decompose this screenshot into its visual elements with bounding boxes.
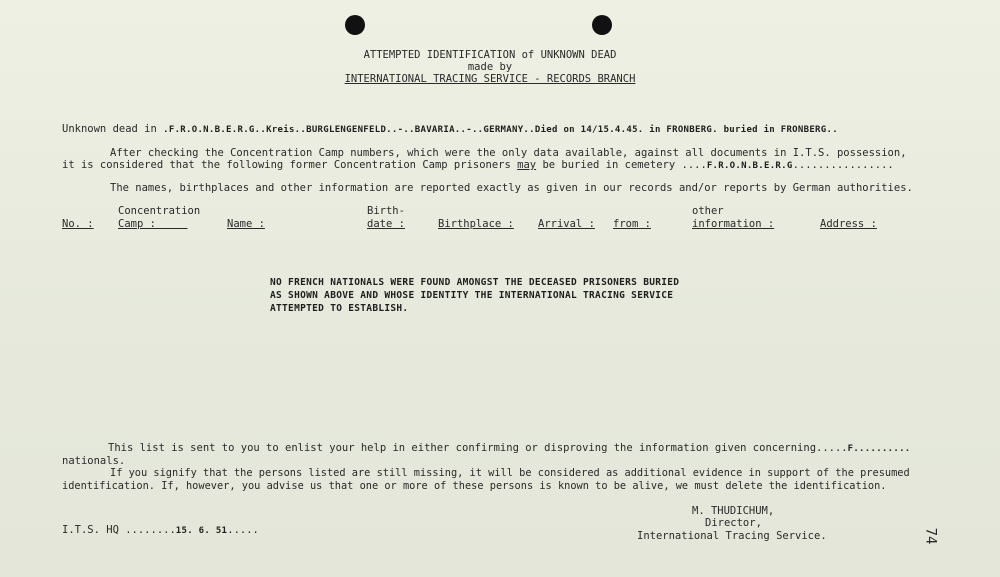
enlist-line-1: This list is sent to you to enlist your help in either confirming or disproving the information given concerning.....F.......... <box>108 442 911 454</box>
punch-hole-right <box>592 15 612 35</box>
unknown-dead-line <box>62 123 838 137</box>
signer-title: Director, <box>705 517 762 529</box>
hq-date: 15. 6. 51 <box>175 526 228 536</box>
signer-organization: International Tracing Service. <box>637 530 827 542</box>
unknown-dead-prefix: Unknown dead in <box>62 123 157 135</box>
intro-line-2: it is considered that the following former Concentration Camp prisoners may be buried in cemetery ....F.R.O.N.B.E.R.G................ <box>62 159 894 171</box>
enlist-nationality: F.......... <box>847 444 911 454</box>
intro-line-1: After checking the Concentration Camp numbers, which were the only data available, against all documents in I.T.S. possession, <box>110 147 907 159</box>
col-arrival: Arrival : <box>538 218 595 230</box>
col-camp-top: Concentration <box>118 205 201 217</box>
col-no: No. : <box>62 218 94 230</box>
stamp-line-3: ATTEMPTED TO ESTABLISH. <box>270 303 409 314</box>
col-other-top: other <box>692 205 724 217</box>
col-birthdate: date : <box>367 218 405 230</box>
hq-date-line: I.T.S. HQ ........15. 6. 51..... <box>62 524 259 536</box>
signer-name: M. THUDICHUM, <box>692 505 775 517</box>
cemetery-name: F.R.O.N.B.E.R.G <box>706 161 793 171</box>
col-camp: Camp : <box>118 218 156 230</box>
col-birthplace: Birthplace : <box>438 218 514 230</box>
may-underlined: may <box>517 159 537 171</box>
col-address: Address : <box>820 218 877 230</box>
stamp-line-2: AS SHOWN ABOVE AND WHOSE IDENTITY THE INTERNATIONAL TRACING SERVICE <box>270 290 674 301</box>
punch-hole-left <box>345 15 365 35</box>
col-name: Name : <box>227 218 265 230</box>
col-from: from : <box>613 218 651 230</box>
page-number: 74 <box>922 527 939 545</box>
names-note: The names, birthplaces and other information are reported exactly as given in our records and/or reports by German authorities. <box>110 182 913 194</box>
header-organization: INTERNATIONAL TRACING SERVICE - RECORDS BRANCH <box>344 73 636 85</box>
col-birth-top: Birth- <box>367 205 405 217</box>
enlist-line-2: nationals. <box>62 455 126 467</box>
header-title: ATTEMPTED IDENTIFICATION of UNKNOWN DEAD <box>363 49 617 61</box>
stamp-line-1: NO FRENCH NATIONALS WERE FOUND AMONGST THE DECEASED PRISONERS BURIED <box>270 277 680 288</box>
header-made-by: made by <box>467 61 513 73</box>
signify-line-2: identification. If, however, you advise us that one or more of these persons is known to be alive, we must delete the identification. <box>62 480 887 492</box>
signify-line-1: If you signify that the persons listed are still missing, it will be considered as additional evidence in support of the presumed <box>110 467 910 479</box>
col-other-information: information : <box>692 218 775 230</box>
unknown-dead-location: .F.R.O.N.B.E.R.G..Kreis..BURGLENGENFELD..-..BAVARIA..-..GERMANY..Died on 14/15.4.45. in FRONBERG. buried in FRONBERG.. <box>163 125 838 135</box>
